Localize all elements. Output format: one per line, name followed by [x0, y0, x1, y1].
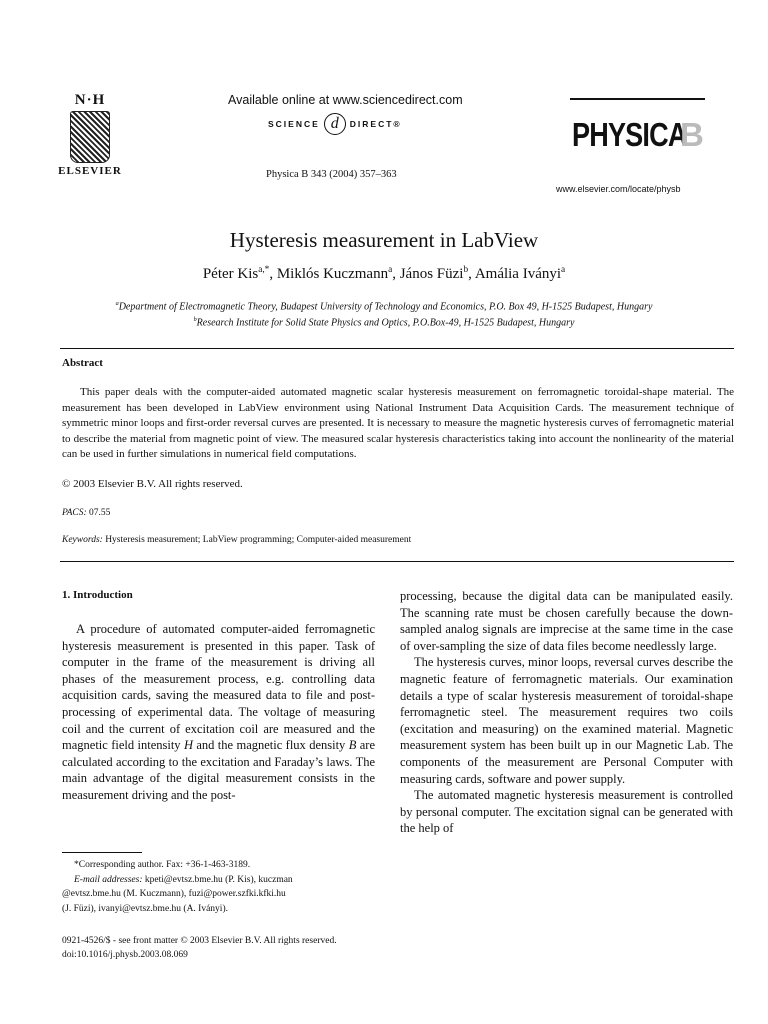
sd-logo-left: SCIENCE — [268, 119, 320, 129]
author-affil-mark: a,* — [258, 265, 270, 275]
sd-logo-d: d — [324, 113, 346, 135]
email-line — [62, 873, 375, 888]
sciencedirect-logo — [268, 113, 402, 135]
journal-logo: PHYSICA — [572, 116, 687, 153]
elsevier-logo — [58, 92, 122, 180]
email-line: @evtsz.bme.hu (M. Kuczmann), fuzi@power.szfki.kfki.hu — [62, 889, 286, 899]
author-separator: , — [392, 266, 400, 282]
affiliation-text: Research Institute for Solid State Physics and Optics, P.O.Box-49, H-1525 Budapest, Hungary — [196, 317, 575, 329]
symbol-h: H — [183, 738, 193, 753]
pacs-value: 07.55 — [89, 508, 111, 518]
email-label: E-mail addresses: — [74, 874, 143, 885]
intro-paragraph-2: The hysteresis curves, minor loops, reversal curves describe the magnetic feature of ferromagnetic materials. Our examination details a type of scalar hysteresis measurement of toroidal-shape ferromagnetic steel. The measurement requires two coils (excitation and measuring) on the examined material. Magnetic measurement system has been built up in our Magnetic Lab. The components of the measurement are Personal Computer with measuring cards, software and power supply. — [400, 655, 733, 786]
corresponding-author-note: *Corresponding author. Fax: +36-1-463-3189. — [74, 860, 251, 870]
body-column-left — [62, 621, 375, 804]
symbol-b: B — [348, 738, 357, 753]
email-line: (J. Füzi), ivanyi@evtsz.bme.hu (A. Iványi). — [62, 903, 228, 914]
footnote-rule — [62, 852, 142, 853]
paragraph-text: A procedure of automated computer-aided ferromagnetic hysteresis measurement is presented in this paper. Task of computer in the frame of the measurement is driving all phases of the measurement process, e.g. controlling data acquisition cards, saving the measured data to file and post-processing of experimental data. The voltage of measuring coil and the current of excitation coil are measured and the magnetic field intensity — [62, 622, 375, 753]
affiliation-mark: b — [193, 316, 197, 323]
intro-paragraph-3: The automated magnetic hysteresis measurement is controlled by personal computer. The excitation signal can be generated with the help of — [400, 788, 733, 836]
author-name: Amália Iványi — [474, 266, 562, 282]
section-heading-introduction: 1. Introduction — [62, 589, 133, 601]
publisher-name: ELSEVIER — [58, 165, 122, 177]
intro-paragraph-1 — [62, 621, 375, 804]
author-affil-mark: b — [463, 265, 469, 275]
affiliation-text: Department of Electromagnetic Theory, Budapest University of Technology and Economics, P.O. Box 49, H-1525 Budapest, Hungary — [118, 301, 653, 313]
body-column-right — [400, 588, 733, 837]
issn-line: 0921-4526/$ - see front matter © 2003 Elsevier B.V. All rights reserved. — [62, 936, 337, 946]
pacs-line — [62, 508, 110, 518]
author-separator: , — [269, 266, 277, 282]
pacs-label: PACS: — [62, 508, 87, 518]
abstract-rule-top — [60, 348, 734, 349]
front-matter — [62, 934, 337, 962]
keywords-line — [62, 535, 411, 545]
affiliation-mark: a — [115, 300, 119, 307]
author-name: Miklós Kuczmann — [276, 266, 389, 282]
email-text: kpeti@evtsz.bme.hu (P. Kis), kuczman — [144, 874, 293, 885]
paragraph-text: are calculated according to the excitation and Faraday’s laws. The main advantage of the digital measurement consists in the measurement driving and the post- — [62, 738, 375, 802]
journal-url: www.elsevier.com/locate/physb — [556, 184, 681, 194]
available-online-text: Available online at www.sciencedirect.com — [228, 93, 463, 107]
abstract-rule-bottom — [60, 561, 734, 562]
affiliation-b — [0, 316, 768, 328]
footnote — [62, 858, 375, 916]
affiliation-a — [0, 300, 768, 312]
journal-rule — [570, 98, 705, 100]
author-name: Péter Kis — [202, 266, 259, 282]
journal-citation: Physica B 343 (2004) 357–363 — [266, 169, 397, 180]
publisher-mark: N·H — [74, 92, 106, 108]
journal-logo-letter: B — [680, 116, 704, 153]
abstract-body: This paper deals with the computer-aided automated magnetic scalar hysteresis measurement on ferromagnetic toroidal-shape material. The measurement has been developed in LabView environment using National Instrument Data Acquisition Cards. The measurement technique of symmetric minor loops and first-order reversal curves are presented. It is necessary to measure the magnetic hysteresis curves of ferromagnetic material to describe the material from magnetic point of view. The measured scalar hysteresis characteristics taking into account the nonlinearity of the material can be used in further simulations in numerical field computations. — [62, 386, 734, 460]
elsevier-tree-icon — [70, 111, 110, 163]
paragraph-text: and the magnetic flux density — [196, 738, 346, 753]
author-affil-mark: a — [388, 265, 393, 275]
keywords-label: Keywords: — [62, 535, 103, 545]
author-list — [0, 265, 768, 283]
sd-logo-right: DIRECT® — [349, 119, 402, 129]
author-affil-mark: a — [561, 265, 566, 275]
author-separator: , — [468, 266, 475, 282]
abstract-heading: Abstract — [62, 357, 103, 369]
abstract-copyright: © 2003 Elsevier B.V. All rights reserved. — [62, 478, 243, 490]
intro-paragraph-continued: processing, because the digital data can be manipulated easily. The scanning rate must be chosen carefully because the down-sampled analog signals are imprecise at the same time in the case of over-sampling the size of data files become needlessly large. — [400, 589, 733, 653]
paper-title: Hysteresis measurement in LabView — [229, 228, 539, 252]
author-name: János Füzi — [399, 266, 464, 282]
doi-line: doi:10.1016/j.physb.2003.08.069 — [62, 950, 188, 960]
keywords-value: Hysteresis measurement; LabView programming; Computer-aided measurement — [105, 535, 412, 545]
